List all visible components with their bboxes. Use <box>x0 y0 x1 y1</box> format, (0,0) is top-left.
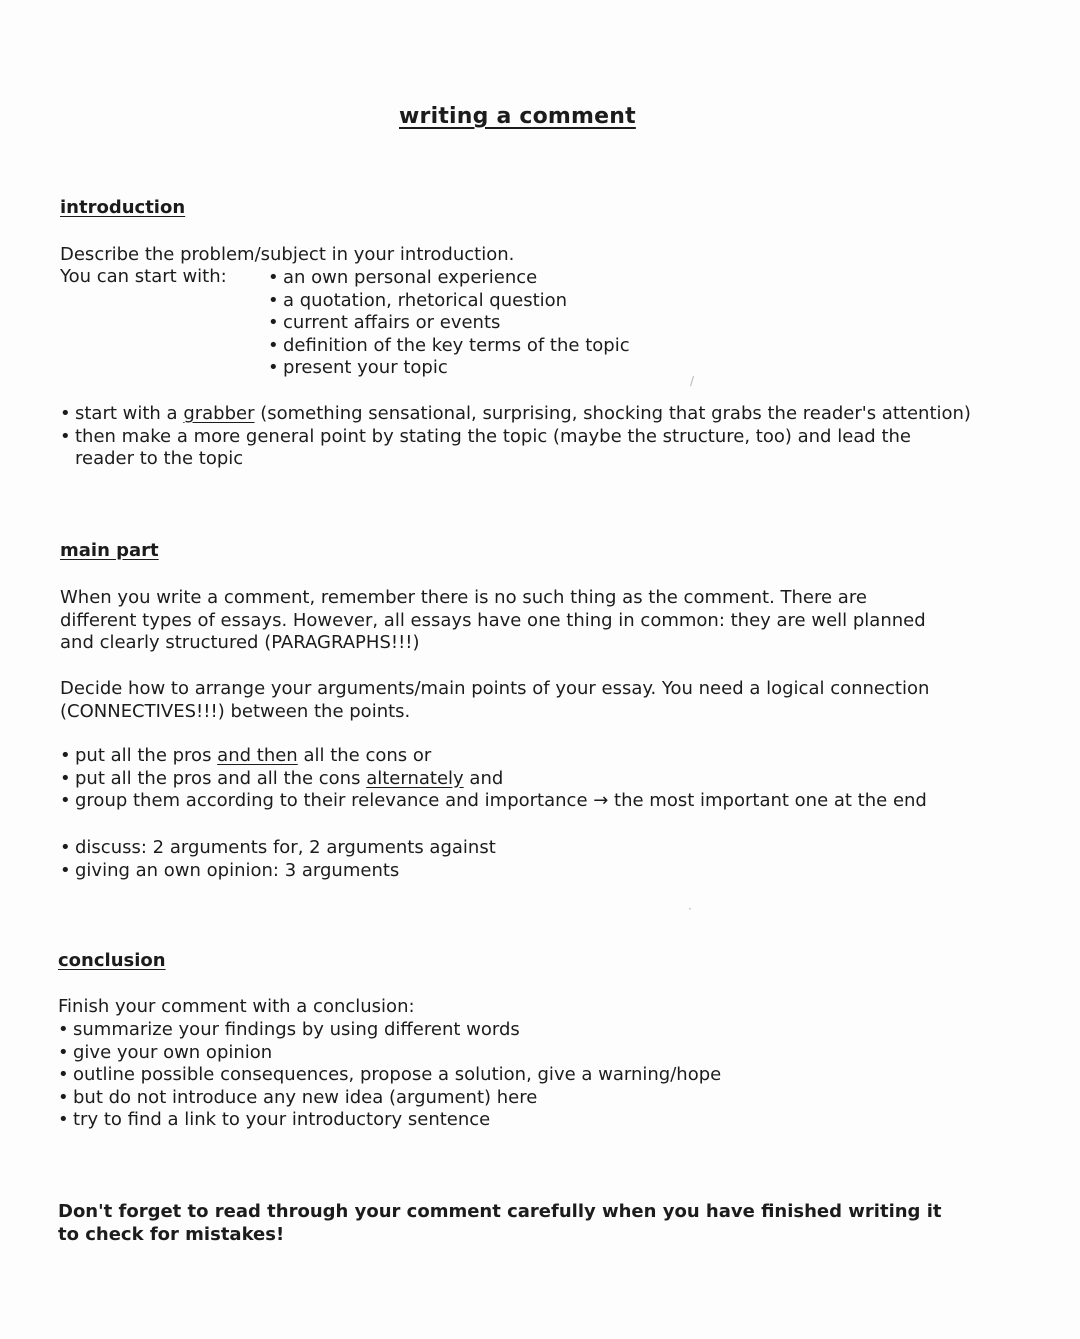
list-item <box>60 403 971 426</box>
list-item <box>60 768 927 791</box>
structure-list <box>60 837 496 882</box>
list-item: • present your topic <box>268 357 630 380</box>
introduction-heading: introduction <box>60 197 186 218</box>
item-underlined: and then <box>217 745 298 766</box>
item-text: all the cons or <box>297 745 432 766</box>
tip-text: start with a <box>75 403 184 424</box>
list-item: • group them according to their relevance and importance → the most important one at the end <box>60 790 927 813</box>
item-text: put all the pros and all the cons <box>75 767 367 789</box>
introduction-describe: Describe the problem/subject in your introduction. <box>60 244 515 265</box>
list-item: • current affairs or events <box>268 312 630 335</box>
list-item: • try to find a link to your introductory sentence <box>58 1109 721 1132</box>
introduction-tips-list <box>60 403 971 471</box>
reminder-note: Don't forget to read through your comment carefully when you have finished writing it to check for mistakes! <box>58 1201 942 1245</box>
conclusion-heading: conclusion <box>58 950 166 971</box>
list-item: • an own personal experience <box>268 267 630 290</box>
start-options-list <box>268 267 630 380</box>
list-item: • discuss: 2 arguments for, 2 arguments against <box>60 837 496 860</box>
list-item: • definition of the key terms of the topic <box>268 335 630 358</box>
arrangement-list <box>60 745 927 813</box>
list-item: • a quotation, rhetorical question <box>268 290 630 313</box>
conclusion-intro: Finish your comment with a conclusion: <box>58 996 415 1017</box>
tip-text: (something sensational, surprising, shocking that grabs the reader's attention) <box>254 403 971 424</box>
list-item: • but do not introduce any new idea (argument) here <box>58 1087 721 1110</box>
list-item <box>60 745 927 768</box>
main-part-paragraph-2: Decide how to arrange your arguments/main points of your essay. You need a logical connection (CONNECTIVES!!!) between the points. <box>60 678 930 722</box>
scan-mark: · <box>688 902 692 916</box>
list-item: • giving an own opinion: 3 arguments <box>60 860 496 883</box>
list-item: • summarize your findings by using different words <box>58 1019 721 1042</box>
item-text: and <box>463 767 504 789</box>
main-part-heading: main part <box>60 540 159 561</box>
list-item <box>60 426 971 471</box>
start-label: You can start with: <box>60 266 227 287</box>
conclusion-list <box>58 1019 721 1132</box>
item-underlined: alternately <box>366 767 464 789</box>
item-text: put all the pros <box>75 745 218 766</box>
tip-text: reader to the topic <box>75 448 244 470</box>
main-part-paragraph-1: When you write a comment, remember there is no such thing as the comment. There are different types of essays. However, all essays have one thing in common: they are well planned and clearly structured (PARAGRAPHS!!!) <box>60 587 926 653</box>
grabber-term: grabber <box>183 403 255 424</box>
list-item: • outline possible consequences, propose a solution, give a warning/hope <box>58 1064 721 1087</box>
list-item: • give your own opinion <box>58 1042 721 1065</box>
document-title: writing a comment <box>399 104 636 129</box>
tip-text: then make a more general point by stating the topic (maybe the structure, too) and lead the <box>75 425 911 447</box>
scan-mark: / <box>690 374 695 388</box>
